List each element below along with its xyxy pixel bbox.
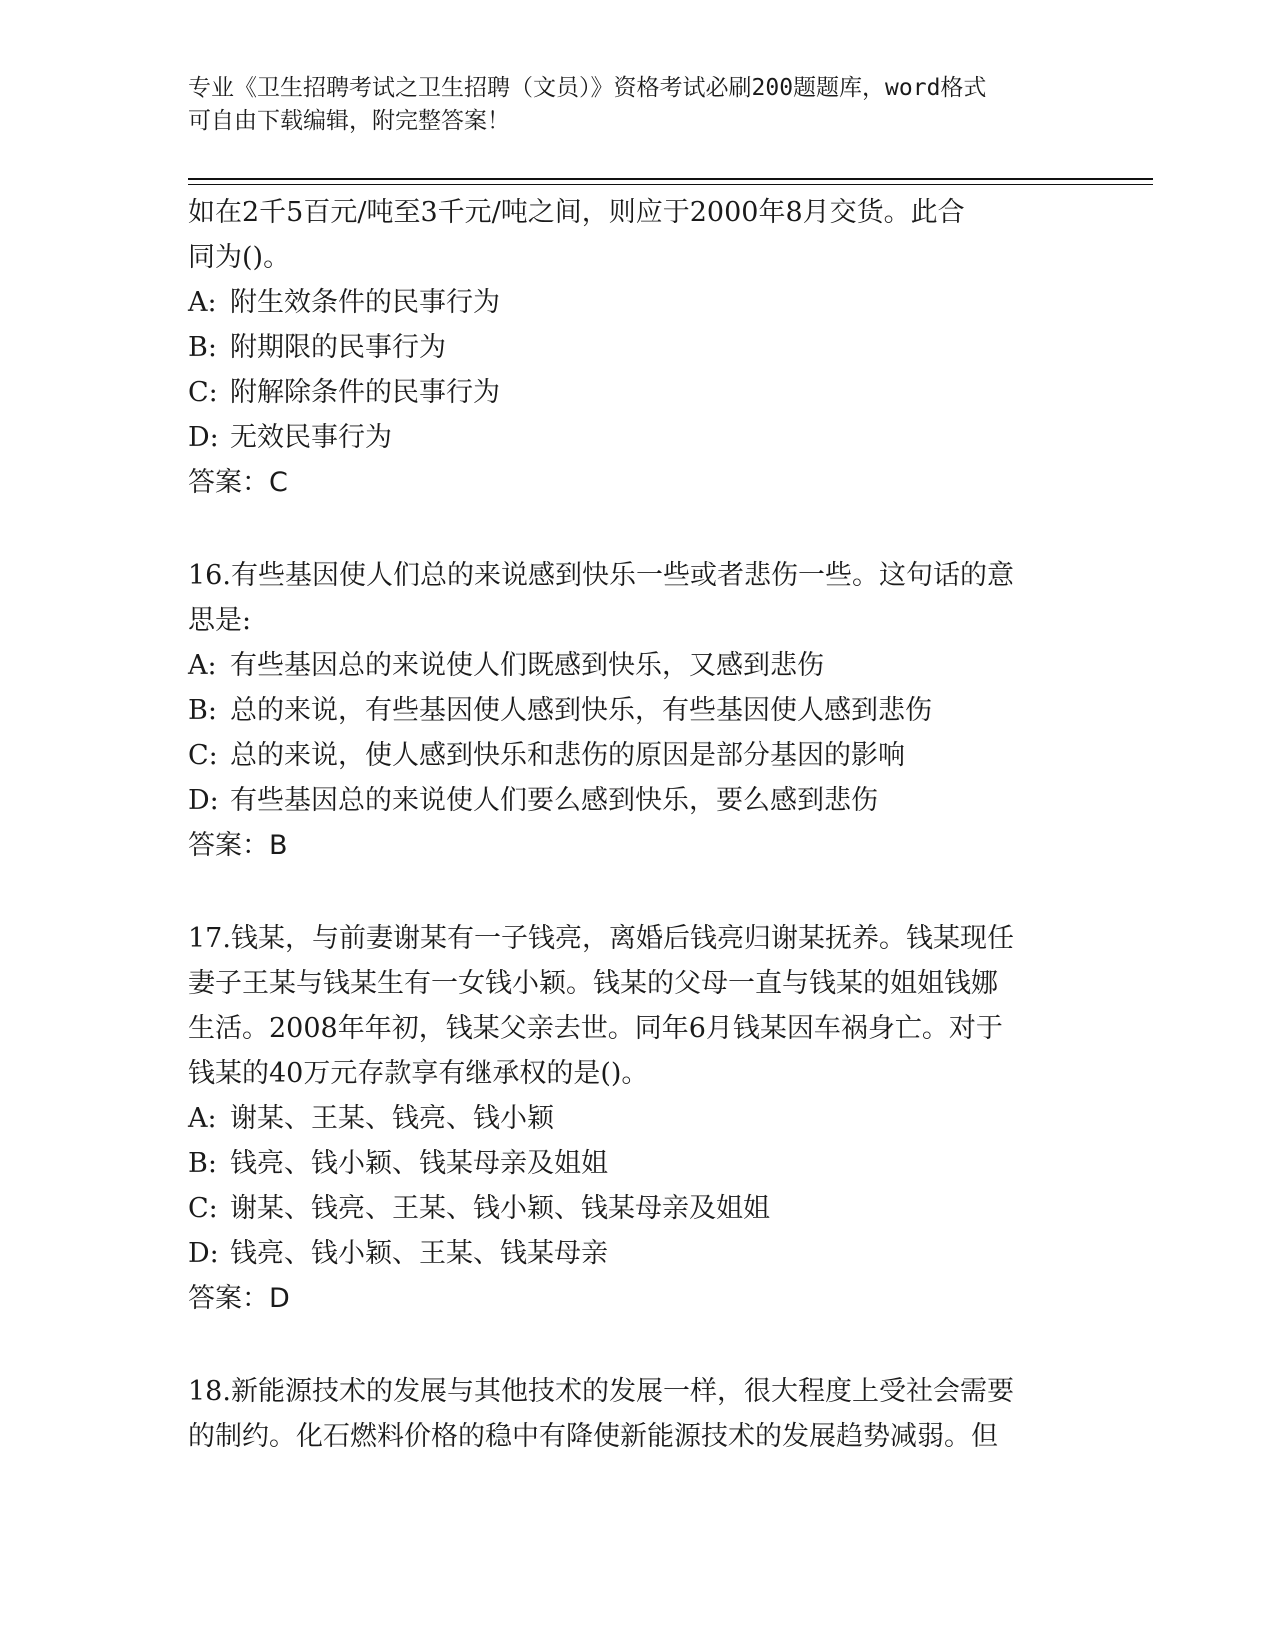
option-d (188, 1231, 1088, 1276)
option-text: 谢某、钱亮、王某、钱小颖、钱某母亲及姐姐 (230, 1193, 770, 1224)
option-label: D: (188, 1238, 219, 1269)
option-text: 谢某、王某、钱亮、钱小颖 (230, 1103, 554, 1134)
header-line-1: 专业《卫生招聘考试之卫生招聘（文员）》资格考试必刷200题题库，word格式 (188, 75, 987, 101)
option-text: 总的来说，有些基因使人感到快乐，有些基因使人感到悲伤 (230, 695, 932, 726)
answer-line: 答案：D (188, 1283, 290, 1314)
option-label: A: (188, 1103, 217, 1134)
option-label: B: (188, 1148, 217, 1179)
option-d (188, 415, 1088, 460)
option-label: B: (188, 695, 217, 726)
option-text: 有些基因总的来说使人们要么感到快乐，要么感到悲伤 (230, 785, 878, 816)
option-text: 附解除条件的民事行为 (230, 377, 500, 408)
question-text-line: 的制约。化石燃料价格的稳中有降使新能源技术的发展趋势减弱。但 (188, 1421, 998, 1452)
question-text-line: 同为()。 (188, 242, 291, 273)
option-label: C: (188, 740, 218, 771)
option-c (188, 1186, 1088, 1231)
document-body (188, 190, 1088, 1459)
option-text: 钱亮、钱小颖、钱某母亲及姐姐 (230, 1148, 608, 1179)
spacer (188, 505, 1088, 553)
option-text: 无效民事行为 (230, 422, 392, 453)
question-text-line: 17.钱某，与前妻谢某有一子钱亮，离婚后钱亮归谢某抚养。钱某现任 (188, 923, 1014, 954)
question-text-line: 如在2千5百元/吨至3千元/吨之间，则应于2000年8月交货。此合 (188, 197, 965, 228)
option-b (188, 325, 1088, 370)
option-label: A: (188, 650, 217, 681)
option-text: 钱亮、钱小颖、王某、钱某母亲 (230, 1238, 608, 1269)
header-rule-thin (188, 184, 1153, 185)
option-text: 有些基因总的来说使人们既感到快乐，又感到悲伤 (230, 650, 824, 681)
question-text-line: 生活。2008年年初，钱某父亲去世。同年6月钱某因车祸身亡。对于 (188, 1013, 1003, 1044)
option-c (188, 733, 1088, 778)
question-text-line: 18.新能源技术的发展与其他技术的发展一样，很大程度上受社会需要 (188, 1376, 1014, 1407)
option-label: B: (188, 332, 217, 363)
page-header (188, 72, 1088, 138)
option-text: 附期限的民事行为 (230, 332, 446, 363)
option-b (188, 688, 1088, 733)
question-text-line: 思是: (188, 605, 252, 636)
option-label: C: (188, 377, 218, 408)
option-a (188, 643, 1088, 688)
question-18 (188, 1369, 1088, 1459)
answer-line: 答案：B (188, 830, 288, 861)
question-16 (188, 553, 1088, 868)
option-label: D: (188, 422, 219, 453)
answer-line: 答案：C (188, 467, 288, 498)
option-text: 附生效条件的民事行为 (230, 287, 500, 318)
option-label: D: (188, 785, 219, 816)
option-a (188, 1096, 1088, 1141)
question-text-line: 16.有些基因使人们总的来说感到快乐一些或者悲伤一些。这句话的意 (188, 560, 1014, 591)
option-c (188, 370, 1088, 415)
header-line-2: 可自由下载编辑，附完整答案！ (188, 108, 510, 134)
option-label: A: (188, 287, 217, 318)
spacer (188, 868, 1088, 916)
option-d (188, 778, 1088, 823)
option-a (188, 280, 1088, 325)
option-label: C: (188, 1193, 218, 1224)
header-rule-thick (188, 178, 1153, 180)
option-b (188, 1141, 1088, 1186)
option-text: 总的来说，使人感到快乐和悲伤的原因是部分基因的影响 (230, 740, 905, 771)
question-17 (188, 916, 1088, 1321)
question-15 (188, 190, 1088, 505)
question-text-line: 妻子王某与钱某生有一女钱小颖。钱某的父母一直与钱某的姐姐钱娜 (188, 968, 998, 999)
spacer (188, 1321, 1088, 1369)
question-text-line: 钱某的40万元存款享有继承权的是()。 (188, 1058, 649, 1089)
